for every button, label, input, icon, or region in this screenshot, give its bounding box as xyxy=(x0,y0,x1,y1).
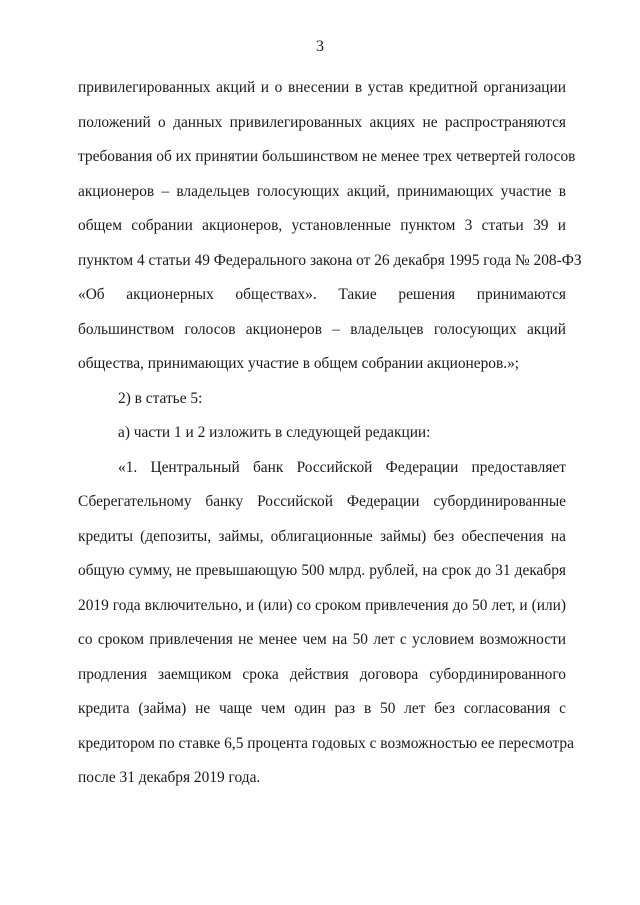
text-line: со сроком привлечения не менее чем на 50 лет с условием возможности xyxy=(78,631,566,648)
text-line: пунктом 4 статьи 49 Федерального закона от 26 декабря 1995 года № 208-ФЗ xyxy=(78,251,582,269)
text-line: кредита (займа) не чаще чем один раз в 50 лет без согласования с xyxy=(78,700,566,717)
text-line: после 31 декабря 2019 года. xyxy=(78,769,261,786)
text-line: 2019 года включительно, и (или) со сроком привлечения до 50 лет, и (или) xyxy=(78,596,566,614)
text-line: акционеров – владельцев голосующих акций, принимающих участие в xyxy=(78,182,566,200)
text-line: кредитором по ставке 6,5 процента годовых с возможностью ее пересмотра xyxy=(78,734,574,752)
text-line: продления заемщиком срока действия договора субординированного xyxy=(78,665,566,683)
text-line: «1. Центральный банк Российской Федерации предоставляет xyxy=(118,458,566,476)
text-line: положений о данных привилегированных акциях не распространяются xyxy=(78,113,566,131)
text-line: кредиты (депозиты, займы, облигационные займы) без обеспечения на xyxy=(78,527,566,545)
body-text xyxy=(78,71,582,796)
text-line: требования об их принятии большинством не менее трех четвертей голосов xyxy=(78,148,576,165)
text-line: общую сумму, не превышающую 500 млрд. рублей, на срок до 31 декабря xyxy=(78,562,566,579)
text-line: а) части 1 и 2 изложить в следующей редакции: xyxy=(118,424,431,441)
text-line: общества, принимающих участие в общем собрании акционеров.»; xyxy=(78,355,520,372)
text-line: общем собрании акционеров, установленные пунктом 3 статьи 39 и xyxy=(78,217,566,234)
text-line: 2) в статье 5: xyxy=(118,389,203,407)
text-line: Сберегательному банку Российской Федерации субординированные xyxy=(78,493,566,510)
text-line: привилегированных акций и о внесении в устав кредитной организации xyxy=(78,79,566,96)
page-number: 3 xyxy=(316,38,324,55)
text-line: «Об акционерных обществах». Такие решения принимаются xyxy=(78,286,566,303)
text-line: большинством голосов акционеров – владельцев голосующих акций xyxy=(78,320,566,338)
